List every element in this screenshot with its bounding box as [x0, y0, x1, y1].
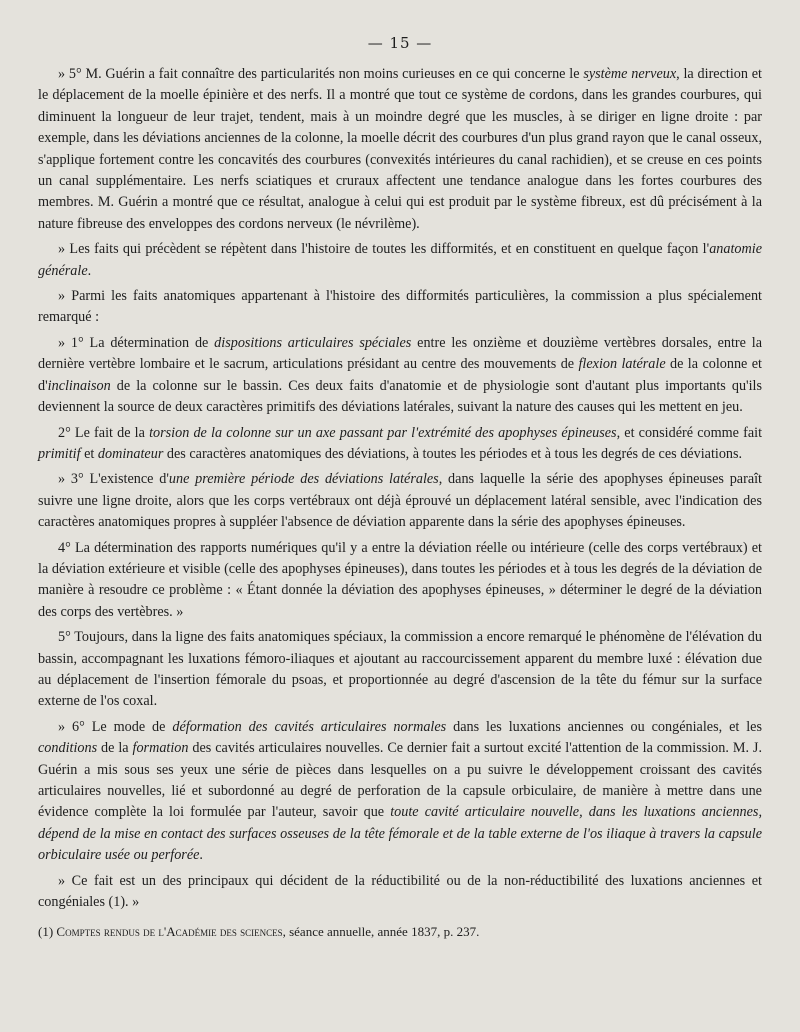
paragraph-item-1	[38, 333, 762, 419]
text-run: de la colonne et d'	[38, 356, 762, 394]
text-run: » 1° La détermination de	[58, 334, 215, 351]
paragraph-item-2	[38, 423, 762, 466]
text-run: .	[199, 847, 203, 864]
text-run: 5° Toujours, dans la ligne des faits anatomiques spéciaux, la commission a encore remarqué le phénomène de l'élévation du bassin, accompagnant les luxations fémoro-iliaques et ajoutant au raccourcissement apparent du membre luxé : élévation due au déplacement de l'insertion fémorale du psoas, et proportionnée au degré d'ascension de la tête du fémur sur la surface externe de l'os coxal.	[38, 629, 762, 710]
footnote-rest: , séance annuelle, année 1837, p. 237.	[282, 924, 480, 940]
page-number: — 15 —	[367, 34, 433, 52]
text-run: , dans laquelle la série des apophyses épineuses paraît suivre une ligne droite, alors que les corps vertébraux ont déjà éprouvé un déplacement latéral sensible, avec l'indication des caractères anatomiques propres à suppléer l'absence de déviation apparente dans la série des apophyses épineuses.	[38, 471, 762, 531]
text-run: , la direction et le déplacement de la moelle épinière et des nerfs. Il a montré que tout ce système de cordons, dans les grandes courbures, qui diminuent la longueur de leur trajet, tendent, mais à un moindre degré que les muscles, à se diriger en ligne droite : par exemple, dans les déviations anciennes de la colonne, la moelle décrit des courbures d'un plus grand rayon que le canal osseux, s'applique fortement contre les concavités des courbures (convexités intérieures du canal rachidien), et se creuse en ces points un canal supplémentaire. Les nerfs sciatiques et cruraux affectent une tendance analogue dans les fortes courbures des membres. M. Guérin a montré que ce résultat, analogue à celui qui est produit par le système fibreux, est dû précisément à la nature fibreuse des enveloppes des cordons nerveux (le névrilème).	[38, 66, 762, 232]
italic-text: primitif	[38, 445, 81, 462]
text-run: » Parmi les faits anatomiques appartenant à l'histoire des difformités particulières, la commission a plus spécialement remarqué :	[38, 288, 762, 326]
italic-text: anatomie générale	[38, 241, 762, 279]
italic-text: inclinaison	[47, 377, 111, 394]
text-run: des caractères anatomiques des déviations, à toutes les périodes et à tous les degrés de ces déviations.	[163, 445, 743, 462]
paragraph-general-anatomy	[38, 239, 762, 282]
text-run: des cavités articulaires nouvelles. Ce dernier fait a surtout excité l'attention de la commission. M. J. Guérin a mis sous ses yeux une série de pièces dans lesquelles on a pu suivre le développement croissant des cavités articulaires nouvelles, lié et subordonné au degré de perforation de la capsule orbiculaire, de manière à mettre dans une évidence complète la loi formulée par l'auteur, savoir que	[38, 740, 762, 821]
text-run: » Les faits qui précèdent se répètent dans l'histoire de toutes les difformités, et en constituent en quelque façon l'	[58, 241, 710, 258]
italic-text: conditions	[38, 740, 98, 757]
text-run: 4° La détermination des rapports numériques qu'il y a entre la déviation réelle ou intérieure (celle des corps vertébraux) et la déviation extérieure et visible (celle des apophyses épineuses), dans toutes les périodes et à tous les degrés de la déviation de manière à resoudre ce problème : « Étant donnée la déviation des apophyses épineuses, » déterminer le degré de la déviation des corps des vertèbres. »	[38, 539, 762, 620]
text-run: » Ce fait est un des principaux qui décident de la réductibilité ou de la non-réductibilité des luxations anciennes et congéniales (1). »	[38, 872, 762, 911]
paragraph-item-3	[38, 469, 762, 533]
text-run: » 5° M. Guérin a fait connaître des particularités non moins curieuses en ce qui concerne le	[58, 66, 584, 82]
text-run: de la	[97, 740, 133, 757]
text-run: entre les onzième et douzième vertèbres dorsales, entre la dernière vertèbre lombaire et le sacrum, articulations présidant au centre des mouvements de	[38, 334, 762, 373]
paragraph-item-4	[38, 538, 762, 624]
paragraph-particular-deformities	[38, 286, 762, 329]
italic-text: flexion latérale	[578, 356, 666, 373]
paragraph-item-5	[38, 627, 762, 713]
italic-text: dispositions articulaires spéciales	[214, 334, 412, 351]
text-run: .	[87, 262, 92, 279]
text-run: et	[80, 445, 98, 462]
text-run: » 6° Le mode de	[58, 718, 173, 735]
italic-text: formation	[132, 740, 189, 757]
italic-text: déformation des cavités articulaires normales	[172, 718, 447, 735]
footnote-marker: (1)	[38, 924, 57, 940]
paragraph-item-6	[38, 717, 762, 867]
text-run: » 3° L'existence d'	[58, 471, 169, 488]
text-run: de la colonne sur le bassin. Ces deux faits d'anatomie et de physiologie sont d'autant plus importants qu'ils deviennent la source de deux caractères primitifs des déviations latérales, suivant la nature des causes qui les mettent en jeu.	[38, 377, 762, 416]
footnote	[38, 923, 762, 941]
text-run: 2° Le fait de la	[58, 424, 150, 441]
footnote-source: Comptes rendus de l'Académie des sciences	[56, 924, 283, 940]
italic-text: toute cavité articulaire nouvelle, dans les luxations anciennes, dépend de la mise en contact des surfaces osseuses de la tête fémorale et de la table externe de l'os iliaque à travers la capsule orbiculaire usée ou perforée	[38, 804, 762, 864]
italic-text: une première période des déviations latérales	[168, 471, 439, 488]
paragraph-conclusion	[38, 871, 762, 914]
text-run: dans les luxations anciennes ou congéniales, et les	[446, 718, 762, 735]
text-run: , et considéré comme fait	[616, 424, 763, 441]
paragraph-nervous-system	[38, 64, 762, 235]
italic-text: dominateur	[97, 445, 164, 462]
italic-text: torsion de la colonne sur un axe passant par l'extrémité des apophyses épineuses	[149, 424, 617, 441]
italic-text: système nerveux	[583, 66, 677, 82]
